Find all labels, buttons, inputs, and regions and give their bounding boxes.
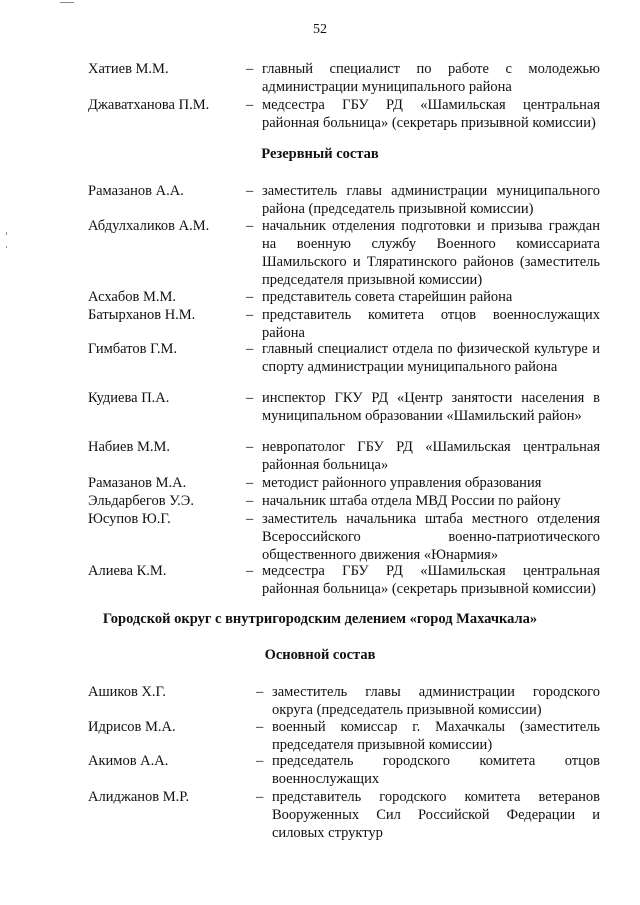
city-heading: Городской округ с внутригородским делением «город Махачкала»	[102, 611, 538, 627]
member-role: методист районного управления образования	[262, 475, 542, 491]
member-name: Юсупов Ю.Г.	[88, 511, 171, 527]
member-role: медсестра ГБУ РД «Шамильская центральная районная больница» (секретарь призывной комиссии)	[262, 563, 600, 597]
scan-mark	[6, 232, 7, 235]
member-role: заместитель главы администрации городского округа (председатель призывной комиссии)	[272, 684, 600, 718]
member-name: Эльдарбегов У.Э.	[88, 493, 194, 509]
member-role: представитель комитета отцов военнослужащих района	[262, 307, 600, 341]
member-name: Кудиева П.А.	[88, 390, 170, 406]
member-name: Гимбатов Г.М.	[88, 341, 177, 357]
member-role: начальник штаба отдела МВД России по району	[262, 493, 561, 509]
page-number: 52	[313, 22, 327, 37]
member-role: главный специалист отдела по физической культуре и спорту администрации муниципального района	[262, 341, 600, 375]
scan-mark	[6, 246, 7, 248]
member-name: Хатиев М.М.	[88, 61, 169, 77]
member-name: Алиева К.М.	[88, 563, 167, 579]
member-role: представитель городского комитета ветеранов Вооруженных Сил Российской Федерации и силовых структур	[272, 789, 600, 841]
member-role: медсестра ГБУ РД «Шамильская центральная районная больница» (секретарь призывной комиссии)	[262, 97, 600, 131]
member-role: невропатолог ГБУ РД «Шамильская центральная районная больница»	[262, 439, 600, 473]
scan-mark	[60, 2, 74, 3]
member-role: военный комиссар г. Махачкалы (заместитель председателя призывной комиссии)	[272, 719, 600, 753]
section-heading: Резервный состав	[261, 146, 379, 162]
member-name: Абдулхаликов А.М.	[88, 218, 210, 234]
member-role: представитель совета старейшин района	[262, 289, 513, 305]
member-name: Алиджанов М.Р.	[88, 789, 190, 805]
member-name: Батырханов Н.М.	[88, 307, 196, 323]
member-name: Рамазанов А.А.	[88, 183, 184, 199]
member-role: заместитель начальника штаба местного отделения Всероссийского военно-патриотического общественного движения «Юнармия»	[262, 511, 600, 563]
member-name: Набиев М.М.	[88, 439, 170, 455]
member-role: председатель городского комитета отцов военнослужащих	[272, 753, 600, 787]
member-name: Асхабов М.М.	[88, 289, 176, 305]
member-role: заместитель главы администрации муниципального района (председатель призывной комиссии)	[262, 183, 600, 217]
section-heading: Основной состав	[264, 647, 376, 663]
member-role: начальник отделения подготовки и призыва граждан на военную службу Военного комиссариата Шамильского и Тляратинского районов (заместитель председателя призывной комиссии)	[262, 218, 600, 288]
member-role: главный специалист по работе с молодежью администрации муниципального района	[262, 61, 600, 95]
member-name: Акимов А.А.	[88, 753, 169, 769]
member-name: Идрисов М.А.	[88, 719, 176, 735]
member-name: Рамазанов М.А.	[88, 475, 187, 491]
member-role: инспектор ГКУ РД «Центр занятости населения в муниципальном образовании «Шамильский район»	[262, 390, 600, 424]
member-name: Джаватханова П.М.	[88, 97, 210, 113]
member-name: Ашиков Х.Г.	[88, 684, 166, 700]
